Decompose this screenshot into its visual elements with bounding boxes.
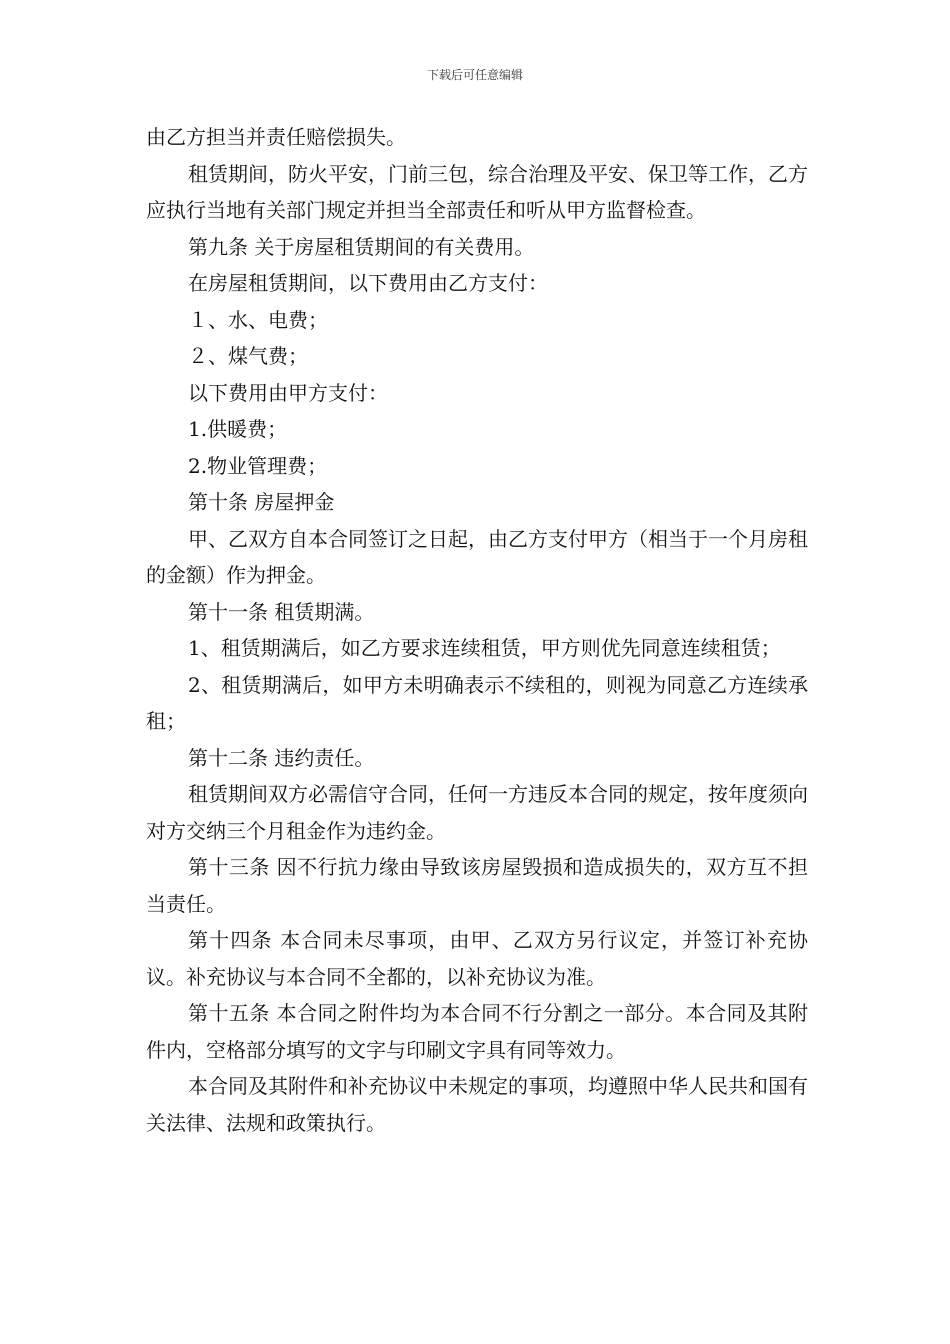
document-body <box>146 119 808 1141</box>
page-header: 下载后可任意编辑 <box>426 68 523 82</box>
paragraph-20: 本合同及其附件和补充协议中未规定的事项，均遵照中华人民共和国有关法律、法规和政策执行。 <box>146 1074 808 1135</box>
paragraph-16: 租赁期间双方必需信守合同，任何一方违反本合同的规定，按年度须向对方交纳三个月租金作为违约金。 <box>146 782 808 843</box>
article-14: 第十四条 本合同未尽事项，由甲、乙双方另行议定，并签订补充协议。补充协议与本合同不全都的，以补充协议为准。 <box>146 928 808 989</box>
article-13: 第十三条 因不行抗力缘由导致该房屋毁损和造成损失的，双方互不担当责任。 <box>146 855 808 916</box>
article-12-heading: 第十二条 违约责任。 <box>188 745 375 770</box>
paragraph-14: 2、租赁期满后，如甲方未明确表示不续租的，则视为同意乙方连续承租； <box>146 672 808 733</box>
paragraph-7: 以下费用由甲方支付： <box>188 380 388 405</box>
paragraph-1: 由乙方担当并责任赔偿损失。 <box>146 125 406 149</box>
list-item-gas: ２、煤气费； <box>188 344 308 368</box>
paragraph-11: 甲、乙双方自本合同签订之日起，由乙方支付甲方（相当于一个月房租的金额）作为押金。 <box>146 526 808 587</box>
article-11-heading: 第十一条 租赁期满。 <box>188 599 375 624</box>
paragraph-2: 租赁期间，防火平安，门前三包，综合治理及平安、保卫等工作，乙方应执行当地有关部门规定并担当全部责任和听从甲方监督检查。 <box>146 161 808 222</box>
article-10-heading: 第十条 房屋押金 <box>188 490 335 514</box>
article-9-heading: 第九条 关于房屋租赁期间的有关费用。 <box>188 234 535 259</box>
list-item-property-management: 2.物业管理费； <box>188 453 328 478</box>
paragraph-13: 1、租赁期满后，如乙方要求连续租赁，甲方则优先同意连续租赁； <box>188 636 781 660</box>
article-15: 第十五条 本合同之附件均为本合同不行分割之一部分。本合同及其附件内，空格部分填写的文字与印刷文字具有同等效力。 <box>146 1001 808 1062</box>
list-item-heating: 1.供暖费； <box>188 417 288 441</box>
list-item-water-electricity: １、水、电费； <box>188 307 328 332</box>
paragraph-4: 在房屋租赁期间，以下费用由乙方支付： <box>188 271 548 295</box>
